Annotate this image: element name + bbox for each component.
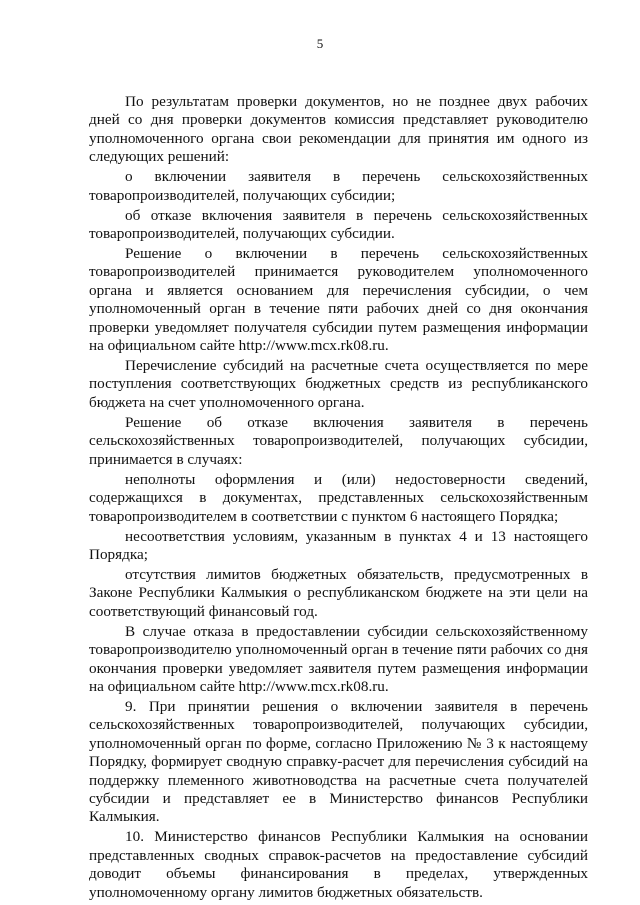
paragraph-clause-9: 9. При принятии решения о включении заявителя в перечень сельскохозяйственных товаропроизводителей, получающих субсидии, уполномоченный орган по форме, согласно Приложению № 3 к настоящему Порядку, формирует сводную справку-расчет для перечисления субсидий на поддержку племенного животноводства на расчетные счета получателей субсидии и представляет ее в Министерство финансов Республики Калмыкия. [89, 697, 588, 826]
paragraph-case-noncompliance: несоответствия условиям, указанным в пунктах 4 и 13 настоящего Порядка; [89, 527, 588, 563]
paragraph-subsidy-transfer: Перечисление субсидий на расчетные счета осуществляется по мере поступления соответствующих бюджетных средств из республиканского бюджета на счет уполномоченного органа. [89, 357, 588, 411]
paragraph-decision-refuse: об отказе включения заявителя в перечень сельскохозяйственных товаропроизводителей, получающих субсидии. [89, 206, 588, 243]
paragraph-clause-10: 10. Министерство финансов Республики Калмыкия на основании представленных сводных справок-расчетов на предоставление субсидий доводит объемы финансирования в пределах, утвержденных уполномоченному органу лимитов бюджетных обязательств. [89, 828, 588, 901]
paragraph-case-incomplete: неполноты оформления и (или) недостоверности сведений, содержащихся в документах, представленных сельскохозяйственным товаропроизводителем в соответствии с пунктом 6 настоящего Порядка; [89, 470, 588, 525]
paragraph-decision-include: о включении заявителя в перечень сельскохозяйственных товаропроизводителей, получающих субсидии; [89, 168, 588, 204]
document-body [89, 93, 588, 904]
page-number: 5 [316, 36, 324, 51]
paragraph-refusal-notification: В случае отказа в предоставлении субсидии сельскохозяйственному товаропроизводителю уполномоченный орган в течение пяти рабочих со дня окончания проверки уведомляет заявителя путем размещения информации на официальном сайте http://www.mcx.rk08.ru. [89, 622, 588, 695]
paragraph-commission-recommendations: По результатам проверки документов, но не позднее двух рабочих дней со дня проверки документов комиссия представляет руководителю уполномоченного органа свои рекомендации для принятия им одного из следующих решений: [89, 93, 588, 166]
paragraph-inclusion-decision: Решение о включении в перечень сельскохозяйственных товаропроизводителей принимается руководителем уполномоченного органа и является основанием для перечисления субсидии, о чем уполномоченный орган в течение пяти рабочих дней со дня окончания проверки уведомляет получателя субсидии путем размещения информации на официальном сайте http://www.mcx.rk08.ru. [89, 245, 588, 355]
paragraph-case-no-limits: отсутствия лимитов бюджетных обязательств, предусмотренных в Законе Республики Калмыкия о республиканском бюджете на эти цели на соответствующий финансовый год. [89, 565, 588, 620]
paragraph-refusal-cases: Решение об отказе включения заявителя в перечень сельскохозяйственных товаропроизводителей, получающих субсидии, принимается в случаях: [89, 413, 588, 468]
